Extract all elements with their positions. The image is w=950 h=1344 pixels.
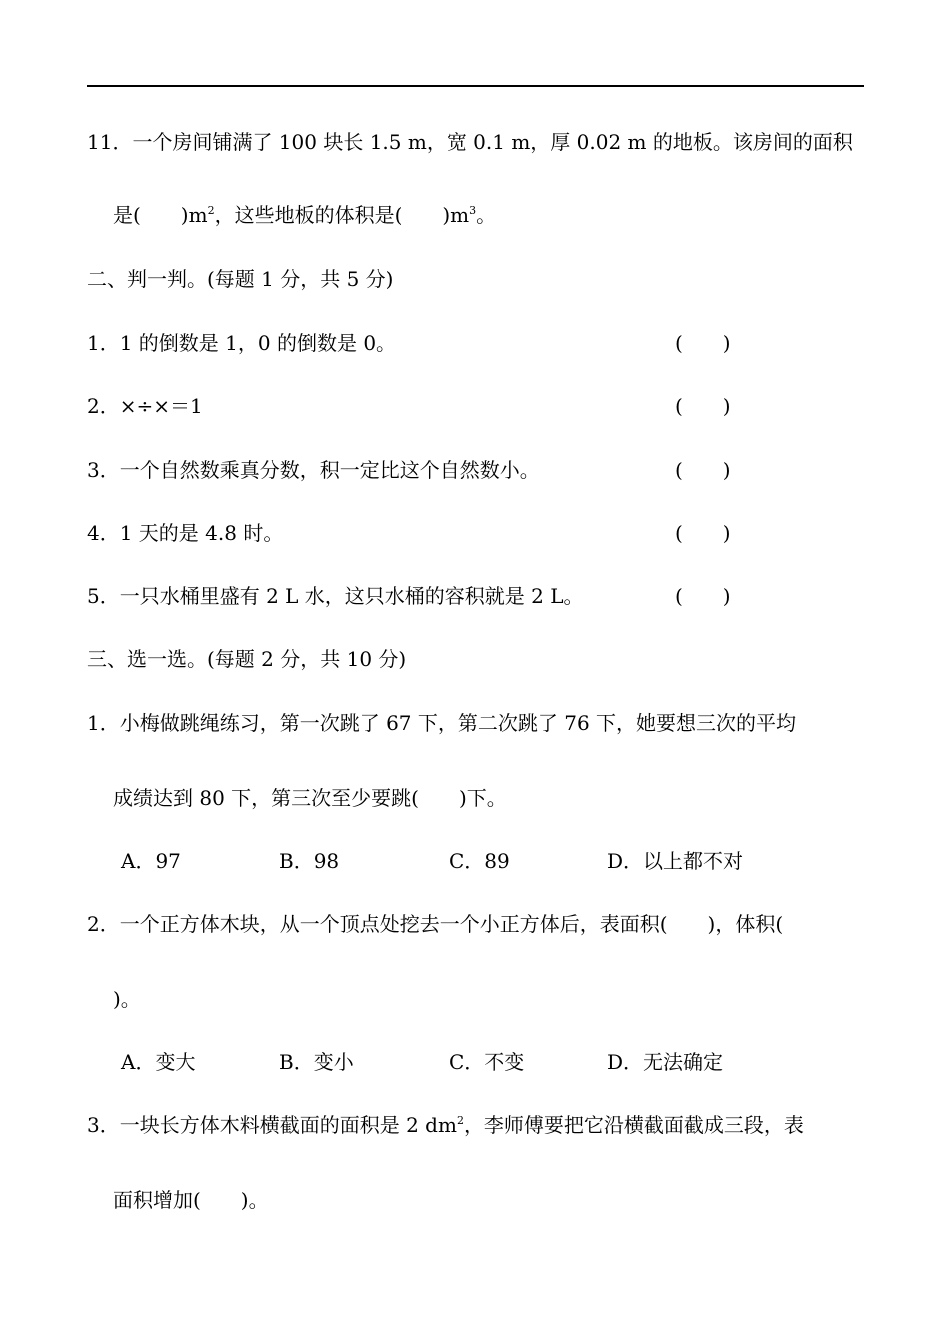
- choice-q2-option-d: D．无法确定: [607, 1050, 724, 1074]
- choice-q1-line1: 1．小梅做跳绳练习，第一次跳了 67 下，第二次跳了 76 下，她要想三次的平均: [87, 711, 797, 735]
- judge-answer-1: ( ): [675, 331, 731, 355]
- choice-q2-line2: )。: [113, 987, 141, 1011]
- header-rule: [87, 85, 864, 87]
- choice-q2-option-a: A．变大: [121, 1050, 196, 1074]
- choice-q1-line2: 成绩达到 80 下，第三次至少要跳( )下。: [113, 786, 507, 810]
- judge-item-2: 2．×÷×＝1: [87, 394, 203, 418]
- judge-item-5: 5．一只水桶里盛有 2 L 水，这只水桶的容积就是 2 L。: [87, 584, 584, 608]
- judge-answer-3: ( ): [675, 458, 731, 482]
- choice-q2-option-b: B．变小: [279, 1050, 354, 1074]
- choice-q2-option-c: C．不变: [449, 1050, 525, 1074]
- judge-answer-2: ( ): [675, 394, 731, 418]
- q11-line2: 是( )$m^2$，这些地板的体积是( )$m^3$。: [113, 203, 497, 227]
- judge-answer-4: ( ): [675, 521, 731, 545]
- section2-title: 二、判一判。(每题 1 分，共 5 分): [87, 267, 394, 291]
- judge-answer-5: ( ): [675, 584, 731, 608]
- choice-q1-option-c: C．89: [449, 849, 510, 873]
- choice-q3-line2: 面积增加( )。: [113, 1188, 269, 1212]
- choice-q1-option-b: B．98: [279, 849, 340, 873]
- judge-item-4: 4．1 天的是 4.8 时。: [87, 521, 284, 545]
- choice-q2-line1: 2．一个正方体木块，从一个顶点处挖去一个小正方体后，表面积( )，体积(: [87, 912, 784, 936]
- judge-item-1: 1．1 的倒数是 1，0 的倒数是 0。: [87, 331, 397, 355]
- judge-item-3: 3．一个自然数乘真分数，积一定比这个自然数小。: [87, 458, 540, 482]
- choice-q1-option-d: D．以上都不对: [607, 849, 744, 873]
- choice-q1-option-a: A．97: [121, 849, 181, 873]
- q11-line1: 11．一个房间铺满了 100 块长 1.5 m，宽 0.1 m，厚 0.02 m 的地板。该房间的面积: [87, 130, 853, 154]
- choice-q3-line1: 3．一块长方体木料横截面的面积是 2 $dm^2$，李师傅要把它沿横截面截成三段，表: [87, 1113, 804, 1137]
- section3-title: 三、选一选。(每题 2 分，共 10 分): [87, 647, 407, 671]
